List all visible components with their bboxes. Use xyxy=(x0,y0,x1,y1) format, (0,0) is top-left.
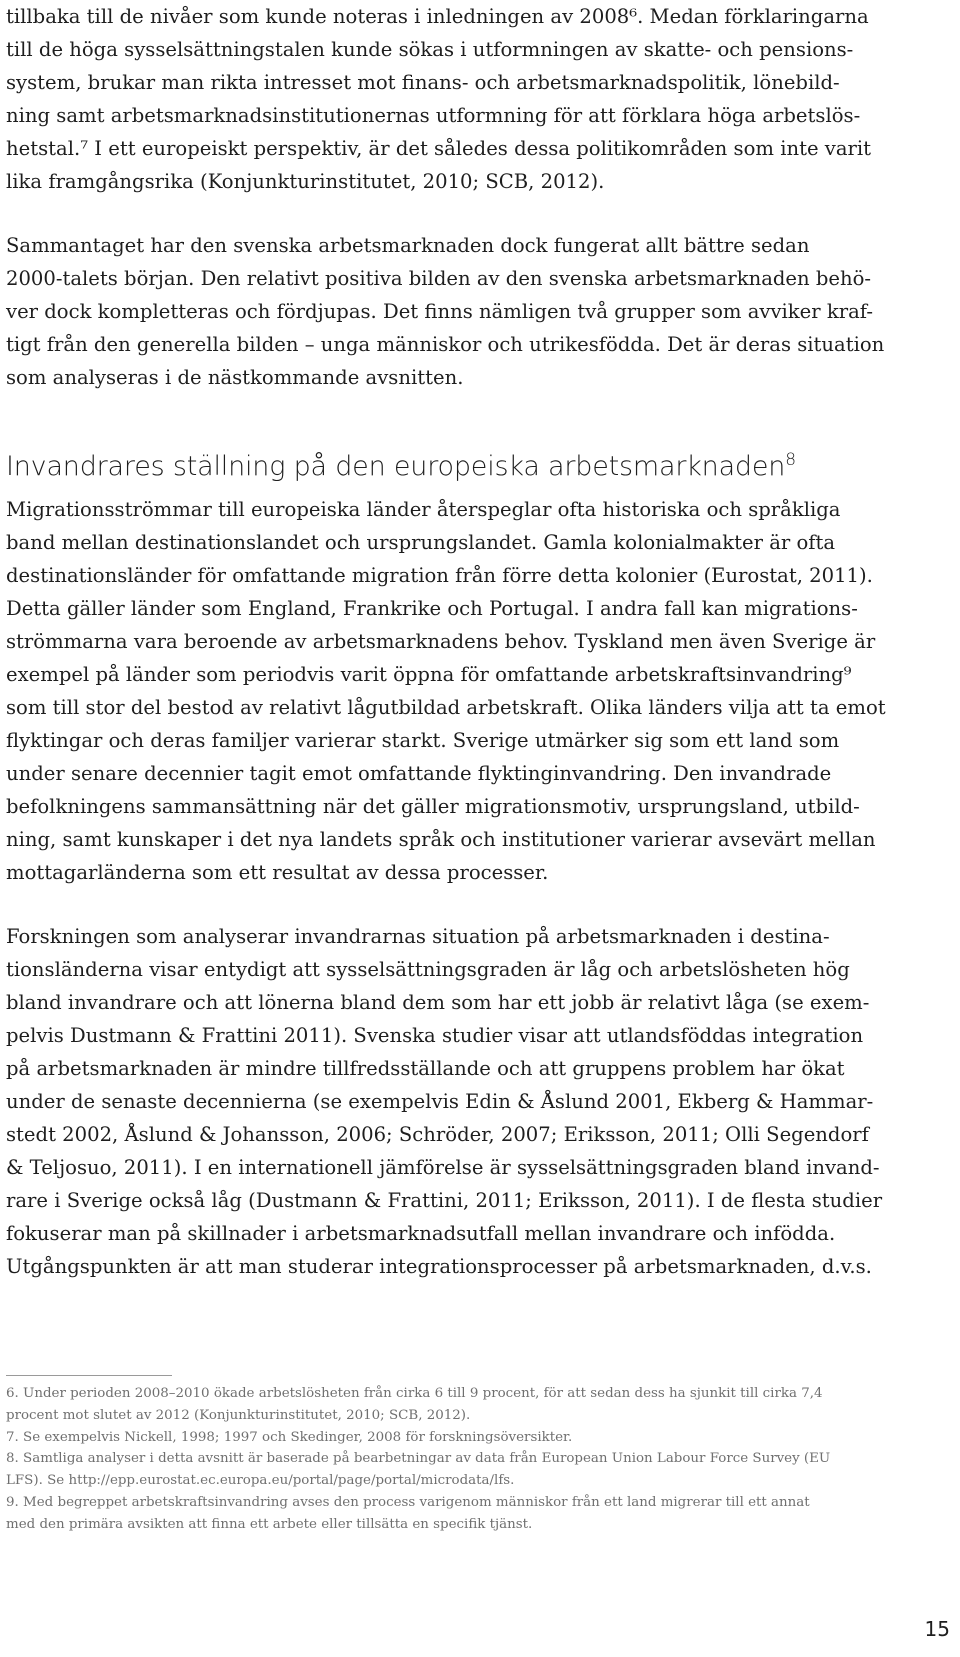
text-line: 2000-talets början. Den relativt positiva bilden av den svenska arbetsmarknaden behö- xyxy=(6,267,872,290)
text-line: tillbaka till de nivåer som kunde noteras i inledningen av 2008⁶. Medan förklaringarna xyxy=(6,5,869,28)
footnotes xyxy=(6,1383,830,1536)
text-line: som analyseras i de nästkommande avsnitten. xyxy=(6,366,464,389)
text-line: ning, samt kunskaper i det nya landets språk och institutioner varierar avsevärt mellan xyxy=(6,828,876,851)
text-line: mottagarländerna som ett resultat av dessa processer. xyxy=(6,861,549,884)
text-line: Forskningen som analyserar invandrarnas situation på arbetsmarknaden i destina- xyxy=(6,925,830,948)
text-line: band mellan destinationslandet och ursprungslandet. Gamla kolonialmakter är ofta xyxy=(6,531,836,554)
text-line: exempel på länder som periodvis varit öppna för omfattande arbetskraftsinvandring⁹ xyxy=(6,663,852,686)
text-line: under de senaste decennierna (se exempelvis Edin & Åslund 2001, Ekberg & Hammar- xyxy=(6,1090,874,1113)
section-heading-text: Invandrares ställning på den europeiska arbetsmarknaden xyxy=(6,451,786,482)
text-line: Utgångspunkten är att man studerar integrationsprocesser på arbetsmarknaden, d.v.s. xyxy=(6,1255,872,1278)
text-line: Sammantaget har den svenska arbetsmarknaden dock fungerat allt bättre sedan xyxy=(6,234,810,257)
text-line: strömmarna vara beroende av arbetsmarknadens behov. Tyskland men även Sverige är xyxy=(6,630,876,653)
text-line: som till stor del bestod av relativt lågutbildad arbetskraft. Olika länders vilja att ta emot xyxy=(6,696,886,719)
text-line: fokuserar man på skillnader i arbetsmarknadsutfall mellan invandrare och infödda. xyxy=(6,1222,836,1245)
text-line: tigt från den generella bilden – unga människor och utrikesfödda. Det är deras situation xyxy=(6,333,885,356)
text-line: stedt 2002, Åslund & Johansson, 2006; Schröder, 2007; Eriksson, 2011; Olli Segendorf xyxy=(6,1123,869,1146)
text-line: lika framgångsrika (Konjunkturinstitutet, 2010; SCB, 2012). xyxy=(6,170,605,193)
section-heading xyxy=(6,449,796,485)
text-line: under senare decennier tagit emot omfattande flyktinginvandring. Den invandrade xyxy=(6,762,832,785)
footnote-line: LFS). Se http://epp.eurostat.ec.europa.eu/portal/page/portal/microdata/lfs. xyxy=(6,1473,515,1489)
text-line: ning samt arbetsmarknadsinstitutionernas utformning för att förklara höga arbetslös- xyxy=(6,104,861,127)
text-line: system, brukar man rikta intresset mot finans- och arbetsmarknadspolitik, lönebild- xyxy=(6,71,840,94)
text-line: bland invandrare och att lönerna bland dem som har ett jobb är relativt låga (se exem- xyxy=(6,991,870,1014)
paragraph-intro xyxy=(6,0,871,198)
paragraph-migration xyxy=(6,493,886,889)
page-number: 15 xyxy=(924,1617,950,1641)
footnote-line: procent mot slutet av 2012 (Konjunkturinstitutet, 2010; SCB, 2012). xyxy=(6,1407,471,1423)
text-line: pelvis Dustmann & Frattini 2011). Svenska studier visar att utlandsföddas integration xyxy=(6,1024,864,1047)
footnote-line: 7. Se exempelvis Nickell, 1998; 1997 och Skedinger, 2008 för forskningsöversikter. xyxy=(6,1429,573,1445)
footnote-line: 9. Med begreppet arbetskraftsinvandring avses den process varigenom människor från ett land migrerar till ett annat xyxy=(6,1494,810,1510)
footnote-line: med den primära avsikten att finna ett arbete eller tillsätta en specifik tjänst. xyxy=(6,1516,533,1532)
text-line: tionsländerna visar entydigt att sysselsättningsgraden är låg och arbetslösheten hög xyxy=(6,958,850,981)
text-line: Migrationsströmmar till europeiska länder återspeglar ofta historiska och språkliga xyxy=(6,498,841,521)
text-line: befolkningens sammansättning när det gäller migrationsmotiv, ursprungsland, utbild- xyxy=(6,795,860,818)
heading-footnote-ref: 8 xyxy=(785,450,796,470)
text-line: Detta gäller länder som England, Frankrike och Portugal. I andra fall kan migrations- xyxy=(6,597,858,620)
paragraph-summary xyxy=(6,229,884,394)
text-line: rare i Sverige också låg (Dustmann & Frattini, 2011; Eriksson, 2011). I de flesta studier xyxy=(6,1189,883,1212)
text-line: på arbetsmarknaden är mindre tillfredsställande och att gruppens problem har ökat xyxy=(6,1057,845,1080)
footnote-line: 6. Under perioden 2008–2010 ökade arbetslösheten från cirka 6 till 9 procent, för att sedan dess ha sjunkit till cirka 7,4 xyxy=(6,1386,823,1401)
text-line: flyktingar och deras familjer varierar starkt. Sverige utmärker sig som ett land som xyxy=(6,729,840,752)
text-line: till de höga sysselsättningstalen kunde sökas i utformningen av skatte- och pensions- xyxy=(6,38,854,61)
text-line: & Teljosuo, 2011). I en internationell jämförelse är sysselsättningsgraden bland invand- xyxy=(6,1156,880,1179)
paragraph-research xyxy=(6,920,882,1283)
text-line: destinationsländer för omfattande migration från förre detta kolonier (Eurostat, 2011). xyxy=(6,564,873,587)
footnote-line: 8. Samtliga analyser i detta avsnitt är baserade på bearbetningar av data från European Union Labour Force Survey (EU xyxy=(6,1451,831,1467)
text-line: ver dock kompletteras och fördjupas. Det finns nämligen två grupper som avviker kraf- xyxy=(6,300,873,323)
text-line: hetstal.⁷ I ett europeiskt perspektiv, är det således dessa politikområden som inte varit xyxy=(6,137,872,160)
footnote-divider xyxy=(6,1375,172,1376)
